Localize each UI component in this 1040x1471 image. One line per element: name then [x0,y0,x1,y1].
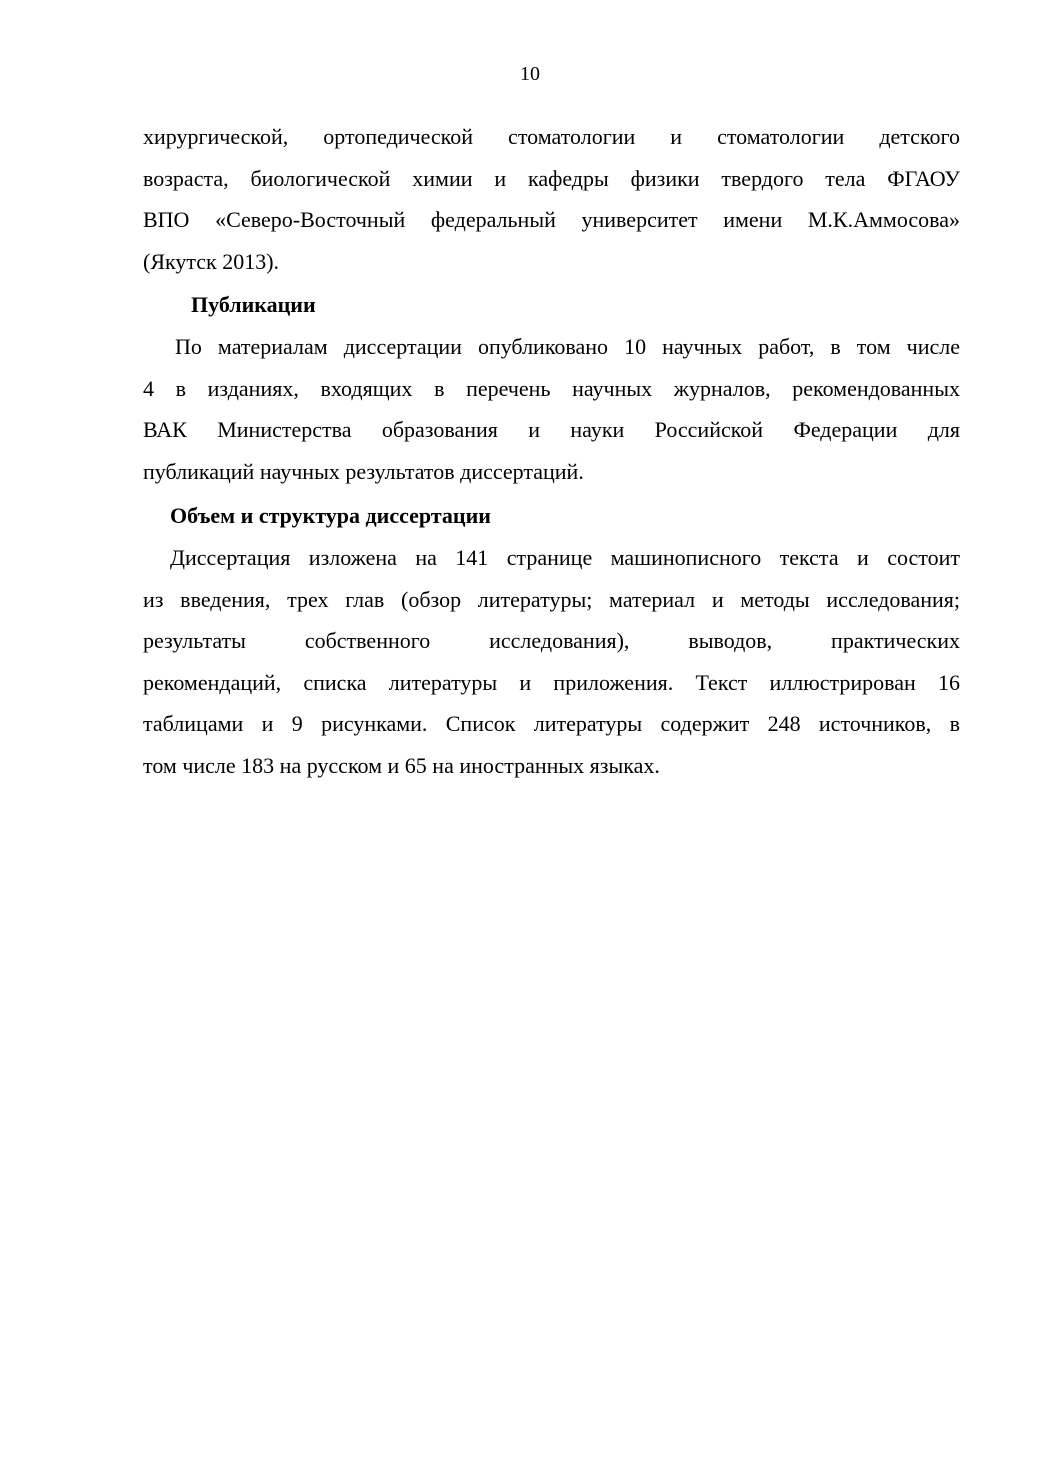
text-line: ВПО «Северо-Восточный федеральный университет имени М.К.Аммосова» [143,207,960,232]
paragraph-structure [143,537,960,786]
text-line: 4 в изданиях, входящих в перечень научных журналов, рекомендованных [143,375,960,401]
paragraph-affiliations [143,116,960,282]
text-line: публикаций научных результатов диссертаций. [143,458,584,484]
paragraph-publications [143,326,960,492]
text-line: хирургической, ортопедической стоматологии и стоматологии детского [143,124,960,149]
section-heading-structure: Объем и структура диссертации [170,503,491,528]
text-line: Диссертация изложена на 141 странице машинописного текста и состоит [170,545,960,570]
text-line: рекомендаций, списка литературы и приложения. Текст иллюстрирован 16 [143,669,960,695]
section-heading-publications: Публикации [191,292,316,317]
text-line: (Якутск 2013). [143,248,280,274]
page-number: 10 [520,63,540,85]
text-line: том числе 183 на русском и 65 на иностранных языках. [143,752,660,778]
text-line: результаты собственного исследования), выводов, практических [143,628,960,653]
text-line: таблицами и 9 рисунками. Список литературы содержит 248 источников, в [143,711,960,736]
text-line: По материалам диссертации опубликовано 10 научных работ, в том числе [175,334,960,359]
text-line: ВАК Министерства образования и науки Российской Федерации для [143,417,960,442]
text-line: из введения, трех глав (обзор литературы; материал и методы исследования; [143,586,960,612]
text-line: возраста, биологической химии и кафедры физики твердого тела ФГАОУ [143,165,960,191]
